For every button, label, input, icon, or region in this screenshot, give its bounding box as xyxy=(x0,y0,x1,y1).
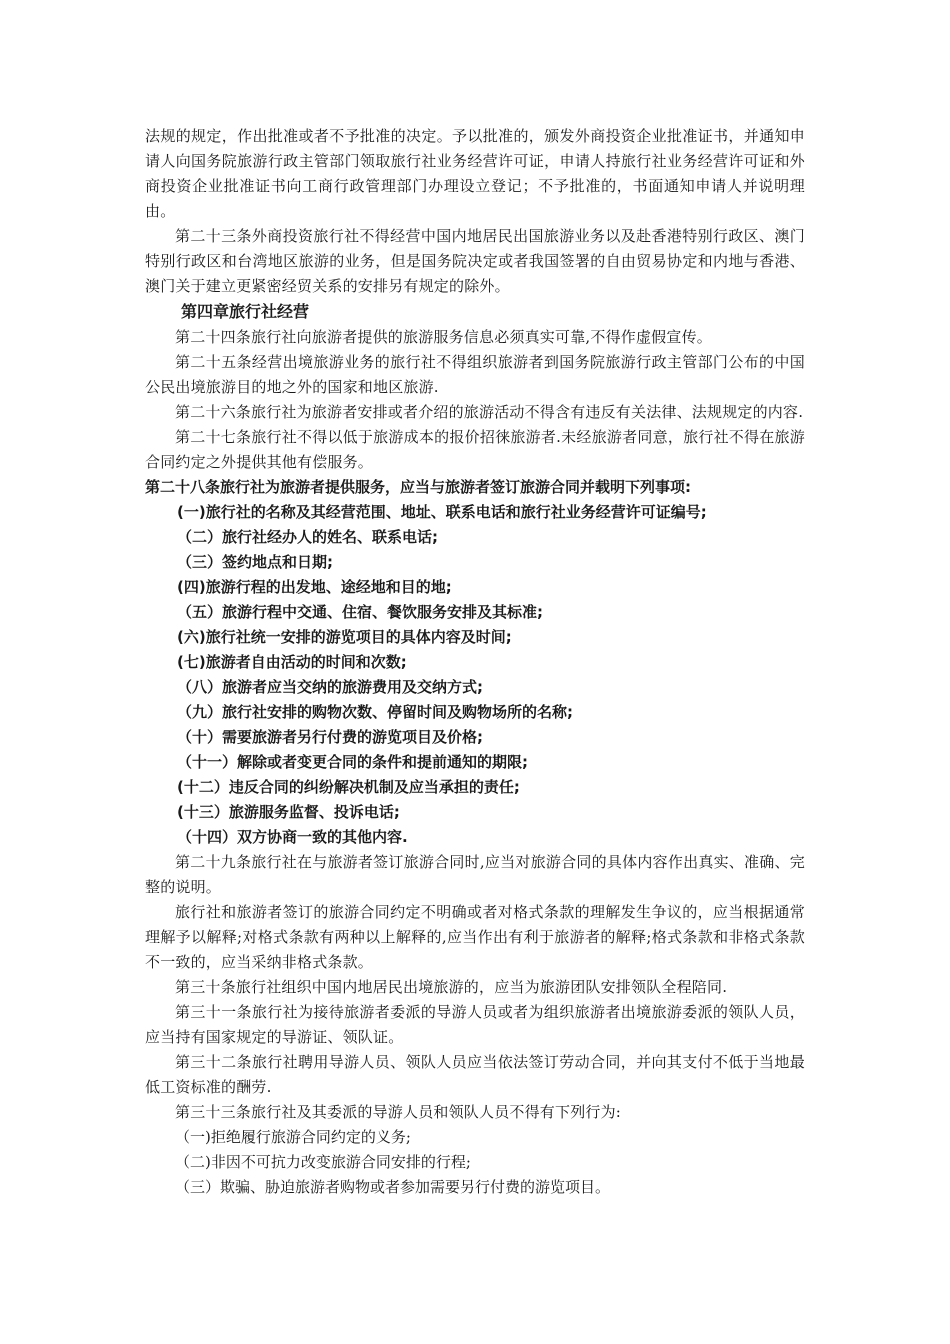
paragraph-article29-2: 旅行社和旅游者签订的旅游合同约定不明确或者对格式条款的理解发生争议的，应当根据通常理解予以解释;对格式条款有两种以上解释的,应当作出有利于旅游者的解释;格式条款和非格式条款不一致的，应当采纳非格式条款。 xyxy=(145,903,805,971)
paragraph-article31: 第三十一条旅行社为接待旅游者委派的导游人员或者为组织旅游者出境旅游委派的领队人员，应当持有国家规定的导游证、领队证。 xyxy=(145,1003,805,1046)
paragraph-article28-head: 第二十八条旅行社为旅游者提供服务，应当与旅游者签订旅游合同并载明下列事项: xyxy=(145,478,692,496)
list-item: （五）旅游行程中交通、住宿、餐饮服务安排及其标准; xyxy=(177,603,544,621)
list-item: （二）旅行社经办人的姓名、联系电话; xyxy=(177,528,439,546)
paragraph-article29: 第二十九条旅行社在与旅游者签订旅游合同时,应当对旅游合同的具体内容作出真实、准确、完整的说明。 xyxy=(145,853,805,896)
paragraph-article33: 第三十三条旅行社及其委派的导游人员和领队人员不得有下列行为: xyxy=(175,1103,622,1121)
paragraph-article24: 第二十四条旅行社向旅游者提供的旅游服务信息必须真实可靠,不得作虚假宣传。 xyxy=(175,328,712,346)
paragraph-article22-continued: 法规的规定，作出批准或者不予批准的决定。予以批准的，颁发外商投资企业批准证书，并通知申请人向国务院旅游行政主管部门领取旅行社业务经营许可证，申请人持旅行社业务经营许可证和外商投资企业批准证书向工商行政管理部门办理设立登记；不予批准的，书面通知申请人并说明理由。 xyxy=(145,127,805,220)
list-item: （十四）双方协商一致的其他内容. xyxy=(177,828,408,846)
list-item: (四)旅游行程的出发地、途经地和目的地; xyxy=(177,578,452,596)
chapter-title: 第四章旅行社经营 xyxy=(181,302,310,321)
list-item: （十）需要旅游者另行付费的游览项目及价格; xyxy=(177,728,484,746)
list-item: （十一）解除或者变更合同的条件和提前通知的期限; xyxy=(177,753,529,771)
list-item: （三）欺骗、胁迫旅游者购物或者参加需要另行付费的游览项目。 xyxy=(175,1178,611,1196)
paragraph-article32: 第三十二条旅行社聘用导游人员、领队人员应当依法签订劳动合同，并向其支付不低于当地最低工资标准的酬劳. xyxy=(145,1053,805,1096)
list-item: (七)旅游者自由活动的时间和次数; xyxy=(177,653,407,671)
list-item: （二)非因不可抗力改变旅游合同安排的行程; xyxy=(175,1153,471,1171)
article28-item-list xyxy=(145,500,805,850)
list-item: (一)旅行社的名称及其经营范围、地址、联系电话和旅行社业务经营许可证编号; xyxy=(177,503,707,521)
list-item: （一)拒绝履行旅游合同约定的义务; xyxy=(175,1128,411,1146)
list-item: (十三）旅游服务监督、投诉电话; xyxy=(177,803,400,821)
paragraph-article23: 第二十三条外商投资旅行社不得经营中国内地居民出国旅游业务以及赴香港特别行政区、澳门特别行政区和台湾地区旅游的业务，但是国务院决定或者我国签署的自由贸易协定和内地与香港、澳门关于建立更紧密经贸关系的安排另有规定的除外。 xyxy=(145,227,805,295)
paragraph-article26: 第二十六条旅行社为旅游者安排或者介绍的旅游活动不得含有违反有关法律、法规规定的内容. xyxy=(175,403,804,421)
list-item: （八）旅游者应当交纳的旅游费用及交纳方式; xyxy=(177,678,484,696)
paragraph-article25: 第二十五条经营出境旅游业务的旅行社不得组织旅游者到国务院旅游行政主管部门公布的中国公民出境旅游目的地之外的国家和地区旅游. xyxy=(145,353,805,396)
document-page xyxy=(145,124,805,1200)
list-item: （三）签约地点和日期; xyxy=(177,553,333,571)
article33-item-list xyxy=(145,1125,805,1200)
list-item: （九）旅行社安排的购物次数、停留时间及购物场所的名称; xyxy=(177,703,574,721)
list-item: (十二）违反合同的纠纷解决机制及应当承担的责任; xyxy=(177,778,520,796)
paragraph-article30: 第三十条旅行社组织中国内地居民出境旅游的，应当为旅游团队安排领队全程陪同. xyxy=(175,978,728,996)
paragraph-article27: 第二十七条旅行社不得以低于旅游成本的报价招徕旅游者.未经旅游者同意，旅行社不得在旅游合同约定之外提供其他有偿服务。 xyxy=(145,428,805,471)
list-item: (六)旅行社统一安排的游览项目的具体内容及时间; xyxy=(177,628,512,646)
